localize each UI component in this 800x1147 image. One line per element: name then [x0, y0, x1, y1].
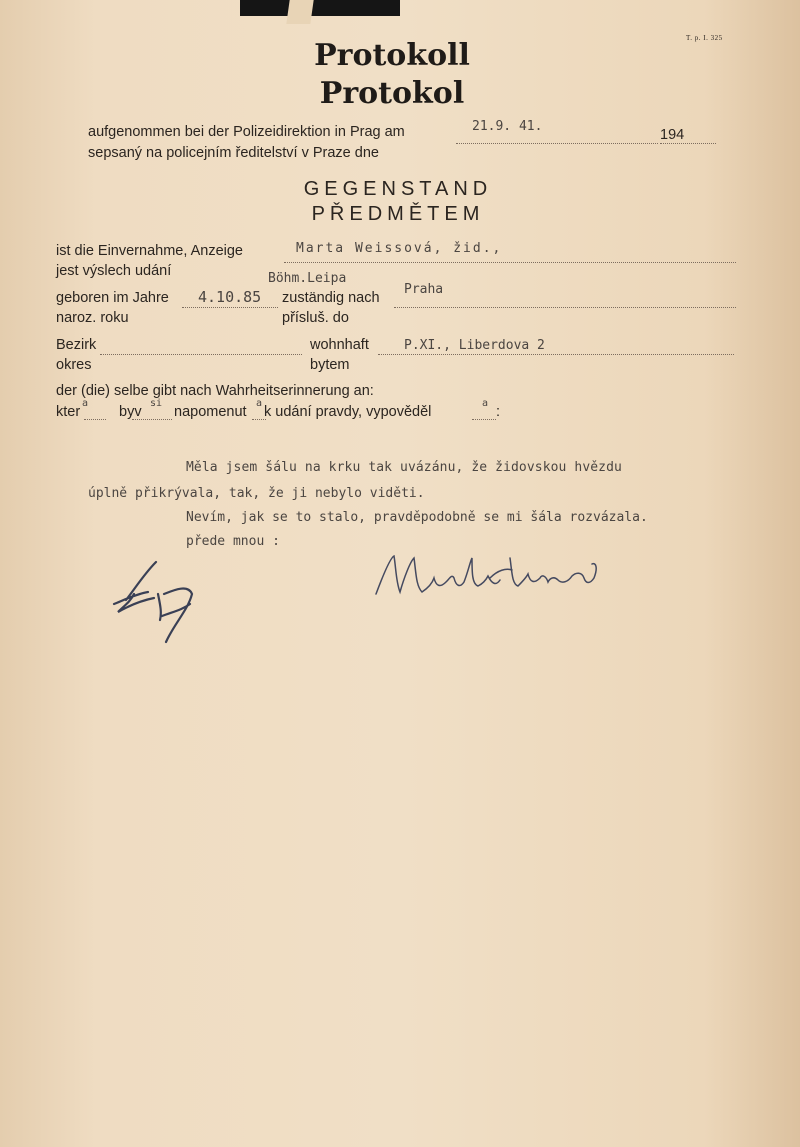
oath-czech-napomenut: napomenut [174, 404, 247, 420]
oath-czech-byv: byv [119, 404, 142, 420]
title-german: Protokoll [314, 38, 470, 73]
geboren-label-czech: naroz. roku [56, 310, 129, 326]
oath-underline-4 [472, 419, 496, 420]
oath-sup-a-1: a [82, 398, 89, 409]
bezirk-underline [100, 354, 302, 355]
einvernahme-label-czech: jest výslech udání [56, 263, 172, 279]
oath-underline-1 [84, 419, 106, 420]
oath-underline-2 [132, 419, 172, 420]
statement-line-4: přede mnou : [186, 534, 280, 549]
oath-german: der (die) selbe gibt nach Wahrheitserinnerung an: [56, 383, 374, 399]
birth-underline [182, 307, 278, 308]
form-code: T. p. I. 325 [686, 34, 723, 42]
statement-line-1: Měla jsem šálu na krku tak uvázánu, že židovskou hvězdu [186, 460, 622, 475]
witness-signature-icon [104, 554, 200, 650]
year-prefix: 194 [660, 127, 685, 143]
title-czech: Protokol [319, 76, 465, 111]
oath-czech-kter: kter [56, 404, 81, 420]
bezirk-label-german: Bezirk [56, 337, 97, 353]
oath-colon: : [496, 404, 501, 420]
zustandig-label-czech: přísluš. do [282, 310, 349, 326]
torn-edge-fold [286, 0, 313, 24]
oath-sup-si: si [150, 398, 163, 409]
oath-sup-a-2: a [256, 398, 263, 409]
name-underline [284, 262, 736, 263]
deponent-name: Marta Weissová, žid., [296, 241, 503, 256]
wohnhaft-label-czech: bytem [310, 357, 350, 373]
protocol-date: 21.9. 41. [472, 119, 543, 134]
statement-line-2: úplně přikrývala, tak, že ji nebylo viděti. [88, 486, 425, 501]
intro-czech: sepsaný na policejním ředitelství v Praze dne [88, 145, 379, 161]
birth-date: 4.10.85 [198, 288, 262, 306]
oath-czech-rest: k udání pravdy, vypověděl [264, 404, 432, 420]
geboren-label-german: geboren im Jahre [56, 290, 169, 306]
zustandig-value-2: Praha [404, 282, 444, 297]
zustandig-value: Böhm.Leipa [268, 271, 347, 286]
zustandig-label-german: zuständig nach [282, 290, 380, 306]
statement-line-3: Nevím, jak se to stalo, pravděpodobně se mi šála rozvázala. [186, 510, 648, 525]
year-underline [660, 143, 716, 144]
bezirk-label-czech: okres [56, 357, 92, 373]
oath-sup-a-3: a [482, 398, 489, 409]
address-underline [378, 354, 734, 355]
deponent-signature [372, 548, 602, 602]
wohnhaft-label-german: wohnhaft [310, 337, 369, 353]
intro-german: aufgenommen bei der Polizeidirektion in Prag am [88, 124, 405, 140]
zustandig-underline [394, 307, 736, 308]
einvernahme-label-german: ist die Einvernahme, Anzeige [56, 243, 243, 259]
subject-heading-german: GEGENSTAND [303, 178, 493, 200]
torn-edge [240, 0, 400, 16]
subject-heading-czech: PŘEDMĚTEM [311, 203, 485, 225]
address-value: P.XI., Liberdova 2 [404, 338, 545, 353]
date-underline [456, 143, 658, 144]
